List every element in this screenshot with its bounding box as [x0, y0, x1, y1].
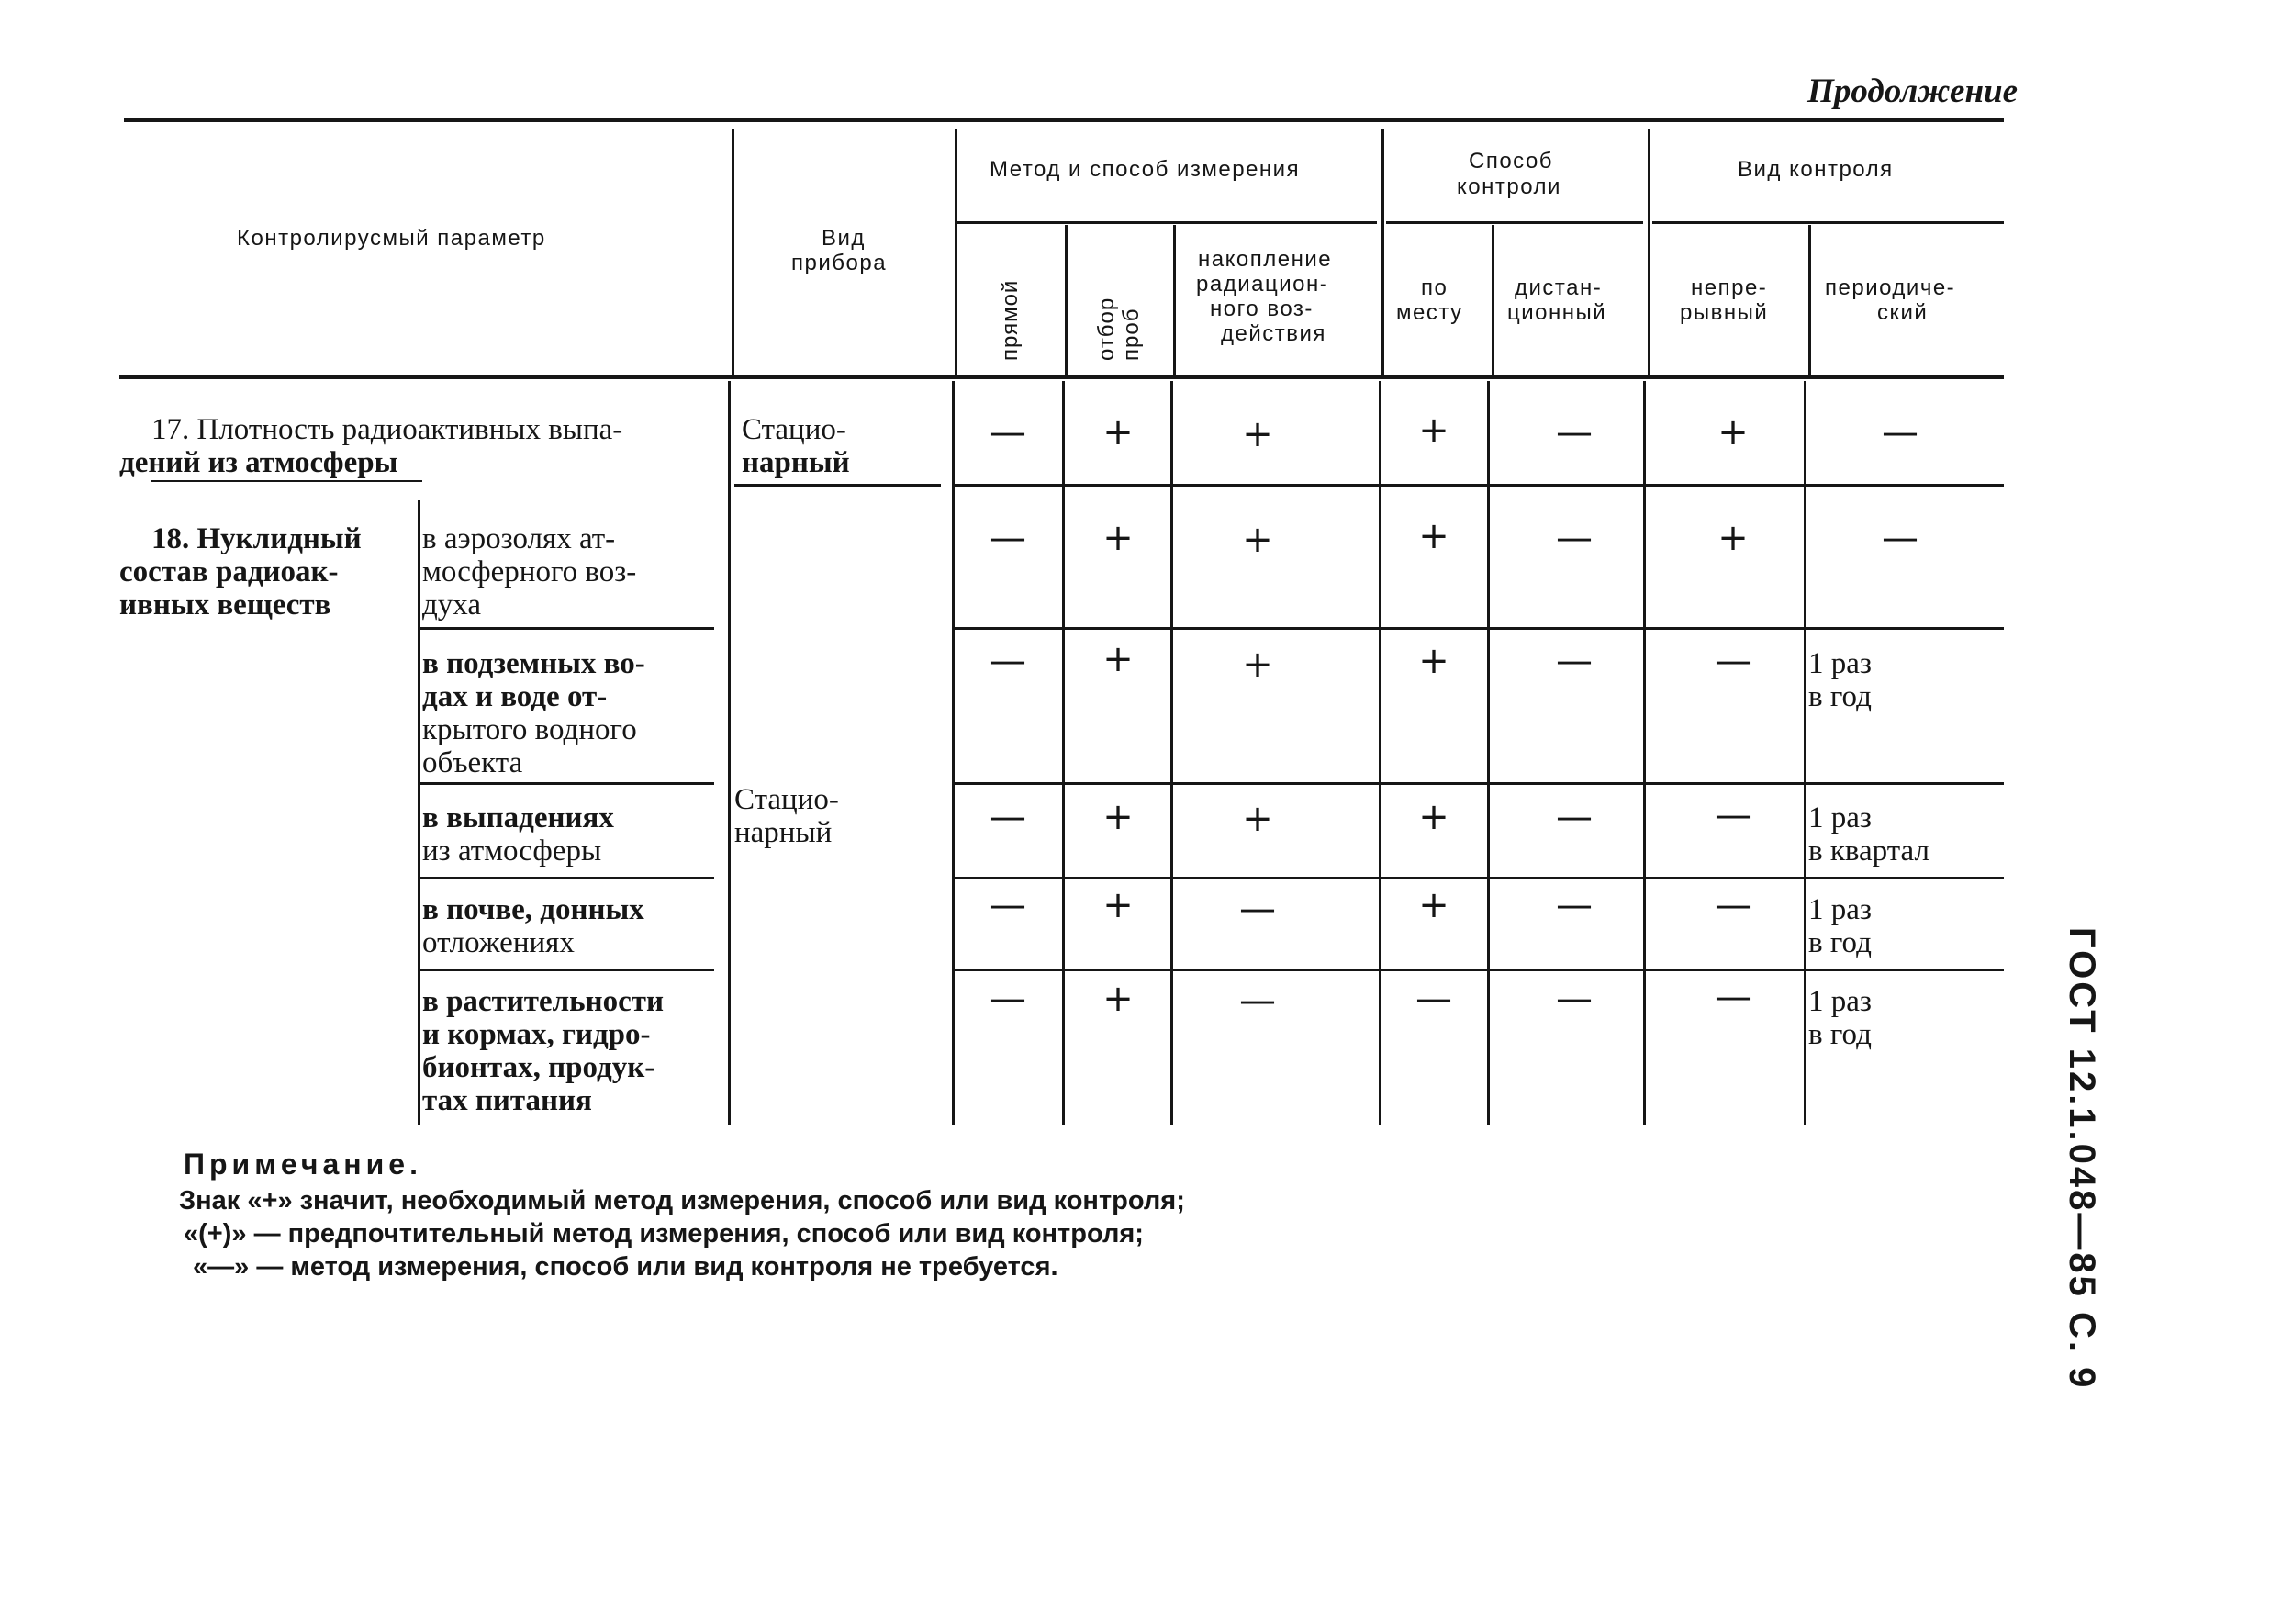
- sub1-continuous: +: [1717, 517, 1749, 559]
- row18-param-line2: состав радиоак-: [119, 555, 339, 588]
- sub3-accumulation: +: [1242, 798, 1273, 840]
- header-accumulation-2: радиацион-: [1196, 272, 1329, 297]
- sub4-onsite: +: [1418, 884, 1449, 926]
- sub3-direct: —: [990, 796, 1026, 838]
- row18-device-2: нарный: [734, 816, 833, 849]
- row17-device-1: Стацио-: [742, 413, 846, 446]
- row18-device-1: Стацио-: [734, 783, 839, 816]
- header-sub-rule-type: [1652, 221, 2004, 224]
- sub2-remote: —: [1556, 640, 1593, 682]
- row18-param-line3: ивных веществ: [119, 588, 331, 622]
- header-periodic-2: ский: [1877, 300, 1929, 325]
- sub3-bottom-rule-b: [955, 877, 2004, 879]
- body-vline-5: [1379, 381, 1381, 1125]
- sub4-continuous: —: [1715, 884, 1751, 926]
- header-vline-7: [1648, 129, 1650, 375]
- header-type-group: Вид контроля: [1738, 157, 1894, 182]
- note-line-2: «(+)» — предпочтительный метод измерения, способ или вид контроля;: [184, 1219, 1144, 1249]
- header-method-group: Метод и способ измерения: [990, 157, 1301, 182]
- sub4-label-2: отложениях: [422, 926, 575, 959]
- sub4-remote: —: [1556, 884, 1593, 926]
- row17-onsite: +: [1418, 409, 1449, 452]
- sub5-continuous: —: [1715, 976, 1751, 1018]
- sub2-label-4: объекта: [422, 746, 523, 779]
- sub1-sampling: +: [1102, 517, 1134, 559]
- header-sub-rule-way: [1386, 221, 1643, 224]
- row17-param-line1: 17. Плотность радиоактивных выпа-: [151, 413, 623, 446]
- header-device-1: Вид: [822, 226, 866, 251]
- row17-device-2: нарный: [742, 446, 850, 479]
- sub4-label-1: в почве, донных: [422, 893, 644, 926]
- sub2-label-1: в подземных во-: [422, 647, 645, 680]
- sub1-direct: —: [990, 517, 1026, 559]
- header-direct: прямой: [998, 279, 1023, 361]
- header-remote-2: ционный: [1507, 300, 1607, 325]
- sub1-accumulation: +: [1242, 519, 1273, 561]
- body-vline-1: [728, 381, 731, 1125]
- sub3-periodic-2: в квартал: [1808, 834, 1929, 868]
- row17-bottom-rule-b: [955, 484, 2004, 487]
- sub2-bottom-rule: [420, 782, 714, 785]
- note-line-1: Знак «+» значит, необходимый метод измерения, способ или вид контроля;: [179, 1186, 1185, 1215]
- sub5-label-2: и кормах, гидро-: [422, 1018, 651, 1051]
- sub5-direct: —: [990, 978, 1026, 1020]
- sub1-label-3: духа: [422, 588, 482, 622]
- table-top-rule: [124, 118, 2004, 122]
- sub5-accumulation: —: [1239, 980, 1276, 1022]
- sub4-bottom-rule-b: [955, 969, 2004, 971]
- header-device-2: прибора: [791, 251, 888, 275]
- sub2-direct: —: [990, 640, 1026, 682]
- sub2-label-2: дах и воде от-: [422, 680, 608, 713]
- sub1-onsite: +: [1418, 515, 1449, 557]
- sub1-bottom-rule-b: [955, 627, 2004, 630]
- sub3-continuous: —: [1715, 794, 1751, 836]
- header-sub-rule-method: [955, 221, 1377, 224]
- gost-side-label: ГОСТ 12.1.048—85 С. 9: [2062, 927, 2102, 1391]
- header-continuous-2: рывный: [1680, 300, 1769, 325]
- body-vline-4: [1170, 381, 1173, 1125]
- body-vline-2: [952, 381, 955, 1125]
- sub3-sampling: +: [1102, 796, 1134, 838]
- sub5-label-1: в растительности: [422, 985, 665, 1018]
- sub4-periodic-2: в год: [1808, 926, 1872, 959]
- header-vline-1: [732, 129, 734, 375]
- header-param: Контролирусмый параметр: [237, 226, 546, 251]
- row17-param-line2: дений из атмосферы: [119, 446, 398, 479]
- sub4-bottom-rule: [420, 969, 714, 971]
- sub1-periodic: —: [1882, 517, 1918, 559]
- header-vline-5: [1381, 129, 1384, 375]
- sub3-periodic-1: 1 раз: [1808, 801, 1872, 834]
- sub5-sampling: +: [1102, 978, 1134, 1020]
- sub2-periodic-1: 1 раз: [1808, 647, 1872, 680]
- sub3-onsite: +: [1418, 796, 1449, 838]
- header-vline-6: [1492, 225, 1494, 375]
- sub4-direct: —: [990, 884, 1026, 926]
- row18-param-line1: 18. Нуклидный: [151, 522, 362, 555]
- body-vline-8: [1804, 381, 1806, 1125]
- sub2-continuous: —: [1715, 640, 1751, 682]
- sub3-label-2: из атмосферы: [422, 834, 602, 868]
- row17-direct: —: [990, 411, 1026, 454]
- sub2-sampling: +: [1102, 638, 1134, 680]
- sub5-label-3: бионтах, продук-: [422, 1051, 655, 1084]
- sublabel-vline: [418, 500, 420, 1125]
- continuation-label: Продолжение: [1807, 73, 2018, 110]
- sub3-bottom-rule: [420, 877, 714, 879]
- sub3-label-1: в выпадениях: [422, 801, 614, 834]
- header-remote-1: дистан-: [1515, 275, 1603, 300]
- note-line-3: «—» — метод измерения, способ или вид контроля не требуется.: [193, 1252, 1058, 1282]
- sub1-remote: —: [1556, 517, 1593, 559]
- row17-continuous: +: [1717, 411, 1749, 454]
- sub5-periodic-1: 1 раз: [1808, 985, 1872, 1018]
- sub2-bottom-rule-b: [955, 782, 2004, 785]
- header-continuous-1: непре-: [1691, 275, 1768, 300]
- header-onsite-2: месту: [1396, 300, 1463, 325]
- row17-periodic: —: [1882, 411, 1918, 454]
- header-sampling-2: проб: [1119, 308, 1144, 361]
- header-vline-8: [1808, 225, 1811, 375]
- sub5-periodic-2: в год: [1808, 1018, 1872, 1051]
- row17-accumulation: +: [1242, 413, 1273, 455]
- sub5-label-4: тах питания: [422, 1084, 592, 1117]
- header-periodic-1: периодиче-: [1825, 275, 1956, 300]
- note-title: Примечание.: [184, 1148, 422, 1181]
- body-vline-7: [1643, 381, 1646, 1125]
- sub1-label-1: в аэрозолях ат-: [422, 522, 616, 555]
- header-way-1: Способ: [1469, 149, 1554, 174]
- sub4-accumulation: —: [1239, 888, 1276, 930]
- header-onsite-1: по: [1421, 275, 1449, 300]
- sub1-label-2: мосферного воз-: [422, 555, 637, 588]
- body-vline-6: [1487, 381, 1490, 1125]
- header-vline-4: [1173, 225, 1176, 375]
- body-vline-3: [1062, 381, 1065, 1125]
- header-bottom-rule: [119, 375, 2004, 379]
- sub2-periodic-2: в год: [1808, 680, 1872, 713]
- header-way-2: контроли: [1457, 174, 1561, 199]
- sub2-accumulation: +: [1242, 644, 1273, 686]
- sub1-bottom-rule: [420, 627, 714, 630]
- row17-bottom-rule: [734, 484, 941, 487]
- sub3-remote: —: [1556, 796, 1593, 838]
- row17-param-underline: [151, 480, 422, 482]
- sub4-periodic-1: 1 раз: [1808, 893, 1872, 926]
- header-accumulation-3: ного воз-: [1210, 297, 1314, 321]
- row17-sampling: +: [1102, 411, 1134, 454]
- header-sampling-1: отбор: [1094, 297, 1119, 361]
- sub2-onsite: +: [1418, 640, 1449, 682]
- header-vline-3: [1065, 225, 1068, 375]
- sub5-remote: —: [1556, 978, 1593, 1020]
- header-accumulation-4: действия: [1221, 321, 1326, 346]
- row17-remote: —: [1556, 411, 1593, 454]
- header-vline-2: [955, 129, 957, 375]
- sub5-onsite: —: [1415, 978, 1452, 1020]
- header-accumulation-1: накопление: [1198, 247, 1333, 272]
- sub2-label-3: крытого водного: [422, 713, 637, 746]
- sub4-sampling: +: [1102, 884, 1134, 926]
